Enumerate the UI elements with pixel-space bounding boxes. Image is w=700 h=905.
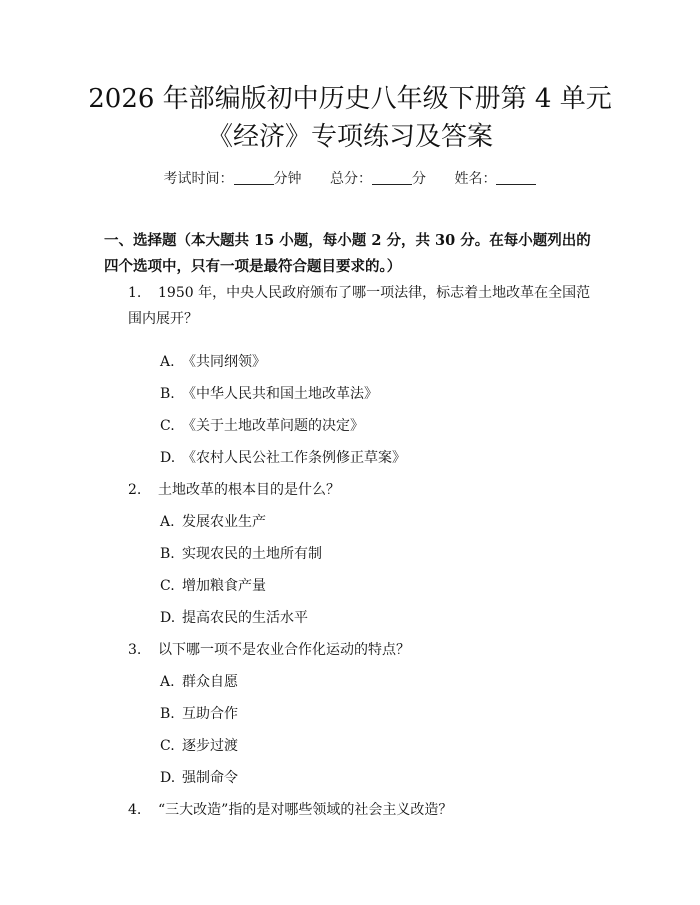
exam-time <box>164 171 306 187</box>
time-blank <box>234 170 274 185</box>
option-b[interactable]: B. 《中华人民共和国土地改革法》 <box>160 386 378 402</box>
time-label: 考试时间： <box>163 171 234 187</box>
question-number: 1. <box>128 285 142 301</box>
option-a[interactable]: A. 发展农业生产 <box>160 514 266 530</box>
option-d[interactable]: D. 强制命令 <box>160 770 238 786</box>
option-a[interactable]: A. 群众自愿 <box>160 674 238 690</box>
question-2 <box>104 474 604 634</box>
question-number: 4. <box>128 802 142 818</box>
document-title <box>0 80 700 156</box>
exam-meta <box>0 168 700 188</box>
exam-score <box>330 171 430 187</box>
option-d[interactable]: D. 《农村人民公社工作条例修正草案》 <box>160 450 406 466</box>
question-list <box>104 280 604 826</box>
question-4 <box>104 794 604 826</box>
score-blank <box>372 170 412 185</box>
score-unit: 分 <box>412 171 426 187</box>
title-line-1: 2026 年部编版初中历史八年级下册第 4 单元 <box>88 84 612 114</box>
option-a[interactable]: A. 《共同纲领》 <box>160 354 266 370</box>
student-name <box>454 171 536 187</box>
question-3 <box>104 634 604 794</box>
title-line-2: 《经济》专项练习及答案 <box>206 122 493 152</box>
question-number: 2. <box>128 482 142 498</box>
option-c[interactable]: C. 增加粮食产量 <box>160 578 266 594</box>
option-c[interactable]: C. 《关于土地改革问题的决定》 <box>160 418 364 434</box>
time-unit: 分钟 <box>273 171 302 187</box>
name-label: 姓名： <box>454 171 497 187</box>
question-1 <box>104 280 604 474</box>
section-heading: 一、选择题（本大题共 15 小题，每小题 2 分，共 30 分。在每小题列出的四个选项中，只有一项是最符合题目要求的。） <box>104 232 591 275</box>
question-text: 2. 土地改革的根本目的是什么？ <box>104 474 604 506</box>
option-b[interactable]: B. 互助合作 <box>160 706 238 722</box>
question-text: 4. “三大改造”指的是对哪些领域的社会主义改造？ <box>104 794 604 826</box>
question-text: 3. 以下哪一项不是农业合作化运动的特点？ <box>104 634 604 666</box>
score-label: 总分： <box>330 171 372 187</box>
option-d[interactable]: D. 提高农民的生活水平 <box>160 610 308 626</box>
option-b[interactable]: B. 实现农民的土地所有制 <box>160 546 322 562</box>
option-c[interactable]: C. 逐步过渡 <box>160 738 238 754</box>
name-blank <box>496 170 536 185</box>
question-number: 3. <box>128 642 142 658</box>
question-text: 1. 1950 年，中央人民政府颁布了哪一项法律，标志着土地改革在全国范围内展开？ <box>104 280 604 332</box>
